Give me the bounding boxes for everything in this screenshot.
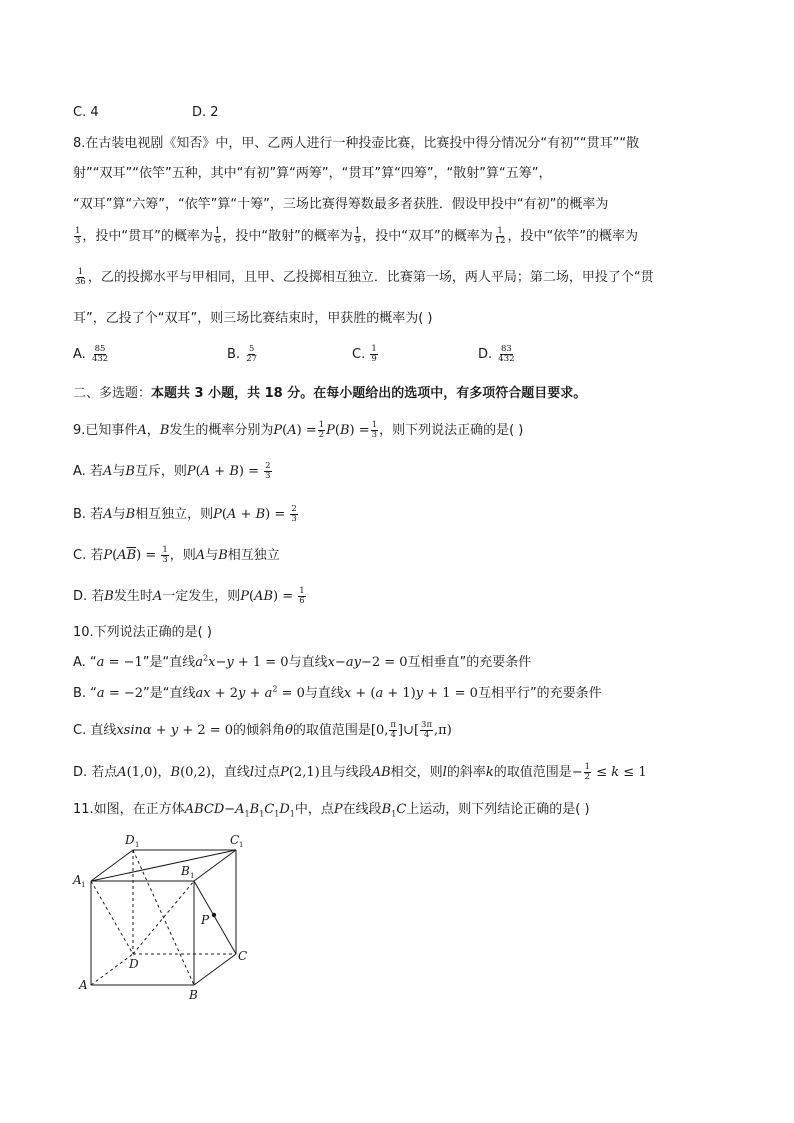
q10-option-a: A. “a = −1”是“直线$a^2x-y + 1 = 0$与直线x−ay−2 = 0互相垂直”的充要条件 (73, 653, 532, 670)
q8-option-c: C. $\frac{1}{9}$ (352, 344, 377, 364)
svg-text:1: 1 (239, 841, 244, 849)
fraction: $\frac{1}{6}$ (214, 226, 221, 246)
q8-option-d: D. $\frac{83}{432}$ (478, 344, 515, 364)
q8-line-5: $\frac{1}{36}$ ，乙的投掷水平与甲相同，且甲、乙投掷相互独立．比赛第一场，两人平局；第二场，甲投了个“贯 (75, 267, 654, 287)
diag-a1d (91, 881, 133, 954)
q9-option-a: A. 若A与B互斥，则P(A + B) = $\frac{2}{3}$ (73, 461, 271, 481)
label-c1: C (230, 833, 240, 847)
fraction: $\frac{1}{36}$ (75, 267, 86, 287)
q8-line-3: “双耳”算“六筹”，“依竿”算“十筹”，三场比赛得筹数最多者获胜．假设甲投中“有初”的概率为 (73, 197, 609, 212)
q11-stem: 11.如图，在正方体$ABCD-A_1B_1C_1D_1$中，点P在线段$B_1C$上运动，则下列结论正确的是( ) (73, 802, 590, 819)
label-a: A (79, 978, 88, 992)
q8-line-6: 耳”，乙投了个“双耳”，则三场比赛结束时，甲获胜的概率为( ) (73, 311, 433, 326)
section-heading: 二、多选题：本题共 3 小题，共 18 分。在每小题给出的选项中，有多项符合题目要求。 (73, 386, 587, 401)
q7-option-d: D. 2 (192, 105, 219, 120)
label-d1: D (125, 833, 135, 847)
q10-option-b: B. “a = −2”是“直线ax + $2y + a^2 = 0$与直线x + (a + 1)y + 1 = 0互相平行”的充要条件 (73, 684, 602, 701)
label-c: C (238, 949, 248, 963)
label-d: D (129, 957, 139, 971)
q8-line-1: 8.在古装电视剧《知否》中，甲、乙两人进行一种投壶比赛，比赛投中得分情况分“有初”“贯耳”“散 (73, 136, 640, 151)
label-p: P (201, 913, 210, 927)
q9-option-b: B. 若A与B相互独立，则P(A + B) = $\frac{2}{3}$ (73, 504, 297, 524)
label-b: B (189, 988, 198, 1002)
q7-option-c: C. 4 (73, 105, 99, 120)
svg-text:1: 1 (135, 841, 140, 849)
fraction: $\frac{1}{9}$ (354, 226, 361, 246)
point-p (212, 913, 216, 917)
q10-option-d: D. 若点A(1,0)，B(0,2)，直线l过点P(2,1)且与线段AB相交，则l的斜率k的取值范围是− $\frac{1}{2}$ ≤ k ≤ 1 (73, 762, 647, 782)
label-b1: B (181, 864, 190, 878)
cube-figure (70, 826, 260, 1006)
q8-option-b: B. $\frac{5}{27}$ (227, 344, 258, 364)
q8-line-2: 射”“双耳”“依竿”五种，其中“有初”算“两筹”，“贯耳”算“四筹”，“散射”算“五筹”， (73, 166, 552, 181)
edge-ad (91, 954, 133, 985)
fraction: $\frac{1}{3}$ (75, 226, 81, 246)
fraction: $\frac{1}{12}$ (494, 226, 506, 246)
q8-option-a: A. $\frac{85}{432}$ (73, 344, 109, 364)
q9-option-d: D. 若B发生时A一定发生，则P(AB) = $\frac{1}{6}$ (73, 586, 305, 606)
q10-stem: 10.下列说法正确的是( ) (73, 625, 212, 640)
svg-text:1: 1 (81, 881, 86, 889)
label-a1: A (73, 873, 82, 887)
q8-line-4: $\frac{1}{3}$ ，投中“贯耳”的概率为 $\frac{1}{6}$ ，投中“散射”的概率为 $\frac{1}{9}$ ，投中“双耳”的概率为 $\frac{1}{12}$ ，投中“依竿”的概率为 (75, 226, 639, 246)
q10-option-c: C. 直线xsinα + y + 2 = 0的倾斜角θ的取值范围是[0, $\frac{\pi}{4}$ ]∪[ $\frac{3\pi}{4}$ ,π) (73, 720, 452, 740)
edge-bc (194, 954, 236, 985)
svg-text:1: 1 (190, 872, 195, 880)
q9-stem: 9.已知事件A，B发生的概率分别为P(A) = $\frac{1}{2}$ P(B) = $\frac{1}{3}$ ，则下列说法正确的是( ) (73, 420, 524, 440)
q9-option-c: C. 若$P(A\overline{B})$ = $\frac{1}{3}$ ，则A与B相互独立 (73, 545, 280, 565)
